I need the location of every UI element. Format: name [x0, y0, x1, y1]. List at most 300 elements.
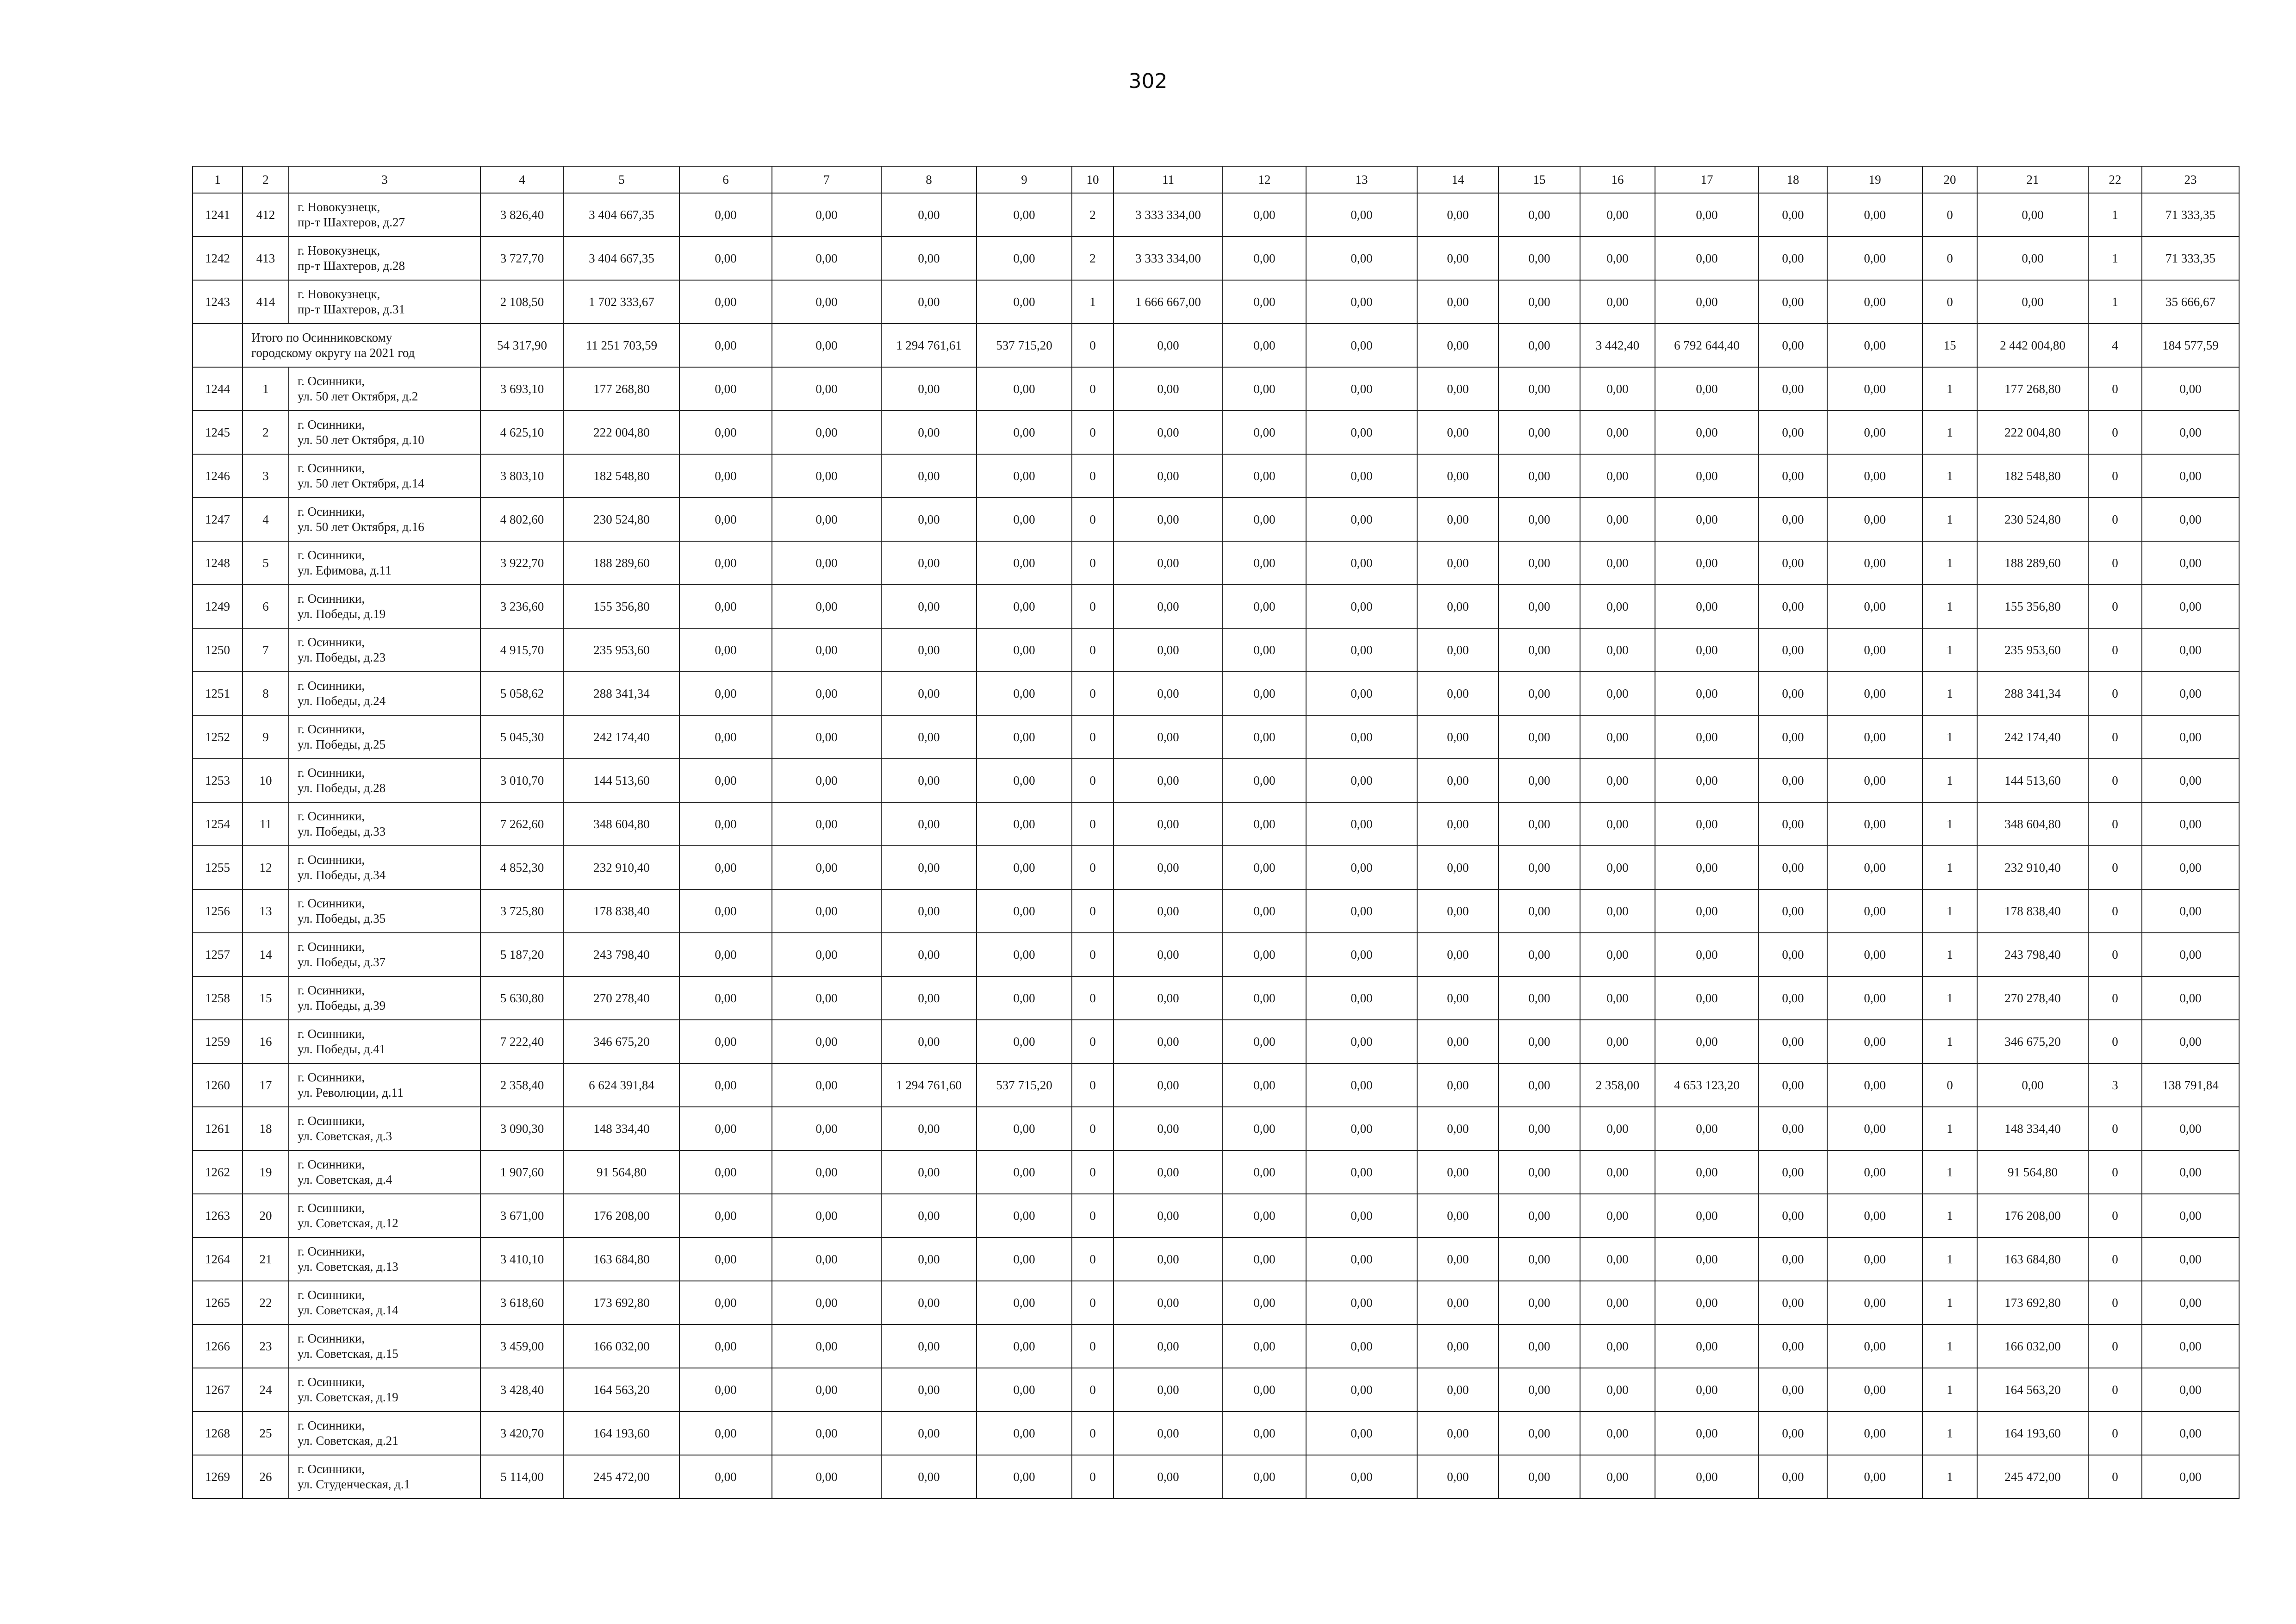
- cell-col-13: 0,00: [1306, 324, 1417, 367]
- cell-col-6: 0,00: [679, 1412, 772, 1455]
- cell-col-16: 0,00: [1580, 1324, 1655, 1368]
- cell-col-14: 0,00: [1417, 672, 1499, 715]
- cell-col-5: 173 692,80: [564, 1281, 679, 1324]
- cell-col-18: 0,00: [1759, 1107, 1827, 1150]
- cell-col-23: 0,00: [2142, 1368, 2239, 1412]
- cell-col-16: 0,00: [1580, 1194, 1655, 1237]
- cell-col-9: 0,00: [977, 672, 1072, 715]
- cell-col-9: 0,00: [977, 1324, 1072, 1368]
- cell-col-22: 0: [2088, 541, 2142, 585]
- cell-col-22: 4: [2088, 324, 2142, 367]
- cell-col-18: 0,00: [1759, 1020, 1827, 1063]
- column-header-17: 17: [1655, 166, 1759, 193]
- cell-col-15: 0,00: [1499, 585, 1580, 628]
- page-number: 302: [1128, 69, 1168, 93]
- cell-col-13: 0,00: [1306, 367, 1417, 411]
- cell-col-4: 3 010,70: [480, 759, 564, 802]
- cell-col-14: 0,00: [1417, 367, 1499, 411]
- cell-col-2: 16: [243, 1020, 289, 1063]
- cell-col-6: 0,00: [679, 367, 772, 411]
- cell-col-17: 0,00: [1655, 1237, 1759, 1281]
- cell-col-18: 0,00: [1759, 846, 1827, 889]
- cell-col-20: 1: [1923, 454, 1977, 498]
- cell-col-20: 1: [1923, 411, 1977, 454]
- cell-col-20: 1: [1923, 498, 1977, 541]
- cell-col-13: 0,00: [1306, 1237, 1417, 1281]
- cell-col-11: 0,00: [1114, 1324, 1223, 1368]
- cell-col-11: 0,00: [1114, 715, 1223, 759]
- table-row: [193, 1237, 2239, 1281]
- cell-col-5: 235 953,60: [564, 628, 679, 672]
- address-cell: [289, 628, 480, 672]
- cell-col-1: 1255: [193, 846, 243, 889]
- cell-col-7: 0,00: [772, 976, 881, 1020]
- cell-col-19: 0,00: [1827, 1063, 1923, 1107]
- address-street: ул. Победы, д.25: [298, 737, 386, 751]
- cell-col-9: 0,00: [977, 1455, 1072, 1499]
- cell-col-4: 4 852,30: [480, 846, 564, 889]
- address-city: г. Осинники,: [298, 592, 365, 606]
- cell-col-7: 0,00: [772, 672, 881, 715]
- cell-col-21: 235 953,60: [1977, 628, 2088, 672]
- table-row: [193, 715, 2239, 759]
- cell-col-20: 0: [1923, 237, 1977, 280]
- cell-col-6: 0,00: [679, 976, 772, 1020]
- cell-col-19: 0,00: [1827, 672, 1923, 715]
- table-row: [193, 193, 2239, 237]
- cell-col-2: 12: [243, 846, 289, 889]
- cell-col-22: 3: [2088, 1063, 2142, 1107]
- cell-col-6: 0,00: [679, 1281, 772, 1324]
- cell-col-18: 0,00: [1759, 1368, 1827, 1412]
- cell-col-7: 0,00: [772, 498, 881, 541]
- address-cell: [289, 1194, 480, 1237]
- cell-col-1: 1266: [193, 1324, 243, 1368]
- cell-col-2: 24: [243, 1368, 289, 1412]
- cell-col-6: 0,00: [679, 585, 772, 628]
- cell-col-11: 0,00: [1114, 976, 1223, 1020]
- cell-col-9: 0,00: [977, 715, 1072, 759]
- cell-col-20: 0: [1923, 1063, 1977, 1107]
- cell-col-21: 2 442 004,80: [1977, 324, 2088, 367]
- cell-col-4: 7 222,40: [480, 1020, 564, 1063]
- cell-col-21: 230 524,80: [1977, 498, 2088, 541]
- column-header-7: 7: [772, 166, 881, 193]
- cell-col-2: 23: [243, 1324, 289, 1368]
- cell-col-20: 1: [1923, 1107, 1977, 1150]
- cell-col-11: 0,00: [1114, 846, 1223, 889]
- cell-col-15: 0,00: [1499, 1368, 1580, 1412]
- cell-col-8: 0,00: [881, 454, 977, 498]
- cell-col-17: 0,00: [1655, 498, 1759, 541]
- cell-col-5: 148 334,40: [564, 1107, 679, 1150]
- address-city: г. Осинники,: [298, 983, 365, 997]
- cell-col-9: 0,00: [977, 846, 1072, 889]
- table-row: [193, 1063, 2239, 1107]
- cell-col-2: 18: [243, 1107, 289, 1150]
- cell-col-12: 0,00: [1223, 324, 1306, 367]
- cell-col-1: 1267: [193, 1368, 243, 1412]
- cell-col-6: 0,00: [679, 1194, 772, 1237]
- cell-col-19: 0,00: [1827, 367, 1923, 411]
- cell-col-11: 0,00: [1114, 1020, 1223, 1063]
- column-header-16: 16: [1580, 166, 1655, 193]
- cell-col-22: 0: [2088, 454, 2142, 498]
- cell-col-11: 0,00: [1114, 802, 1223, 846]
- cell-col-20: 1: [1923, 1412, 1977, 1455]
- cell-col-23: 0,00: [2142, 672, 2239, 715]
- cell-col-16: 0,00: [1580, 454, 1655, 498]
- cell-col-15: 0,00: [1499, 193, 1580, 237]
- cell-col-15: 0,00: [1499, 889, 1580, 933]
- address-street: ул. Советская, д.3: [298, 1129, 392, 1143]
- cell-col-2: 414: [243, 280, 289, 324]
- address-street: ул. Советская, д.13: [298, 1260, 398, 1274]
- cell-col-5: 91 564,80: [564, 1150, 679, 1194]
- cell-col-16: 0,00: [1580, 1412, 1655, 1455]
- cell-col-19: 0,00: [1827, 1020, 1923, 1063]
- cell-col-9: 537 715,20: [977, 1063, 1072, 1107]
- cell-col-18: 0,00: [1759, 672, 1827, 715]
- cell-col-14: 0,00: [1417, 1324, 1499, 1368]
- cell-col-21: 166 032,00: [1977, 1324, 2088, 1368]
- cell-col-17: 0,00: [1655, 846, 1759, 889]
- cell-col-12: 0,00: [1223, 1281, 1306, 1324]
- cell-col-19: 0,00: [1827, 715, 1923, 759]
- address-city: г. Осинники,: [298, 548, 365, 562]
- cell-col-15: 0,00: [1499, 1194, 1580, 1237]
- cell-col-19: 0,00: [1827, 237, 1923, 280]
- cell-col-11: 0,00: [1114, 759, 1223, 802]
- cell-col-6: 0,00: [679, 1455, 772, 1499]
- cell-col-23: 0,00: [2142, 1455, 2239, 1499]
- cell-col-20: 1: [1923, 367, 1977, 411]
- cell-col-7: 0,00: [772, 1150, 881, 1194]
- cell-col-2: 26: [243, 1455, 289, 1499]
- cell-col-14: 0,00: [1417, 454, 1499, 498]
- cell-col-6: 0,00: [679, 454, 772, 498]
- cell-col-19: 0,00: [1827, 411, 1923, 454]
- cell-col-18: 0,00: [1759, 324, 1827, 367]
- register-table: [192, 166, 2240, 1499]
- cell-col-8: 0,00: [881, 933, 977, 976]
- cell-col-19: 0,00: [1827, 1150, 1923, 1194]
- cell-col-8: 0,00: [881, 1237, 977, 1281]
- cell-col-14: 0,00: [1417, 889, 1499, 933]
- cell-col-15: 0,00: [1499, 846, 1580, 889]
- cell-col-17: 0,00: [1655, 933, 1759, 976]
- cell-col-18: 0,00: [1759, 1150, 1827, 1194]
- address-cell: [289, 846, 480, 889]
- cell-col-22: 0: [2088, 1194, 2142, 1237]
- cell-col-14: 0,00: [1417, 193, 1499, 237]
- cell-col-23: 0,00: [2142, 1150, 2239, 1194]
- table-body: [193, 193, 2239, 1499]
- cell-col-22: 0: [2088, 759, 2142, 802]
- cell-col-7: 0,00: [772, 759, 881, 802]
- cell-col-23: 0,00: [2142, 759, 2239, 802]
- cell-col-7: 0,00: [772, 846, 881, 889]
- cell-col-11: 0,00: [1114, 1063, 1223, 1107]
- cell-col-13: 0,00: [1306, 585, 1417, 628]
- cell-col-6: 0,00: [679, 759, 772, 802]
- address-cell: [289, 889, 480, 933]
- cell-col-9: 0,00: [977, 1107, 1072, 1150]
- cell-col-11: 0,00: [1114, 1237, 1223, 1281]
- address-city: г. Осинники,: [298, 1201, 365, 1215]
- cell-col-10: 0: [1072, 933, 1114, 976]
- cell-col-12: 0,00: [1223, 672, 1306, 715]
- address-city: г. Осинники,: [298, 1157, 365, 1171]
- header-row: [193, 166, 2239, 193]
- cell-col-18: 0,00: [1759, 1455, 1827, 1499]
- cell-col-1: 1269: [193, 1455, 243, 1499]
- address-city: г. Осинники,: [298, 374, 365, 388]
- cell-col-13: 0,00: [1306, 759, 1417, 802]
- cell-col-23: 0,00: [2142, 1194, 2239, 1237]
- cell-col-20: 1: [1923, 889, 1977, 933]
- cell-col-16: 0,00: [1580, 802, 1655, 846]
- cell-col-13: 0,00: [1306, 1063, 1417, 1107]
- cell-col-14: 0,00: [1417, 802, 1499, 846]
- cell-col-16: 0,00: [1580, 628, 1655, 672]
- cell-col-1: 1249: [193, 585, 243, 628]
- cell-col-23: 0,00: [2142, 802, 2239, 846]
- cell-col-13: 0,00: [1306, 1412, 1417, 1455]
- cell-col-21: 245 472,00: [1977, 1455, 2088, 1499]
- cell-col-16: 0,00: [1580, 1455, 1655, 1499]
- cell-col-23: 0,00: [2142, 1020, 2239, 1063]
- cell-col-5: 177 268,80: [564, 367, 679, 411]
- cell-col-2: 10: [243, 759, 289, 802]
- cell-col-10: 0: [1072, 846, 1114, 889]
- cell-col-14: 0,00: [1417, 846, 1499, 889]
- address-street: пр-т Шахтеров, д.27: [298, 215, 405, 229]
- cell-col-21: 163 684,80: [1977, 1237, 2088, 1281]
- table-row: [193, 802, 2239, 846]
- cell-col-17: 0,00: [1655, 541, 1759, 585]
- cell-col-9: 0,00: [977, 1281, 1072, 1324]
- cell-col-1: 1260: [193, 1063, 243, 1107]
- cell-col-20: 1: [1923, 802, 1977, 846]
- table-row: [193, 1455, 2239, 1499]
- cell-col-15: 0,00: [1499, 454, 1580, 498]
- cell-col-4: 3 693,10: [480, 367, 564, 411]
- cell-col-18: 0,00: [1759, 498, 1827, 541]
- cell-col-23: 0,00: [2142, 1412, 2239, 1455]
- address-city: г. Осинники,: [298, 1027, 365, 1041]
- address-street: ул. Победы, д.24: [298, 694, 386, 708]
- address-cell: [289, 1412, 480, 1455]
- cell-col-22: 0: [2088, 1412, 2142, 1455]
- cell-col-10: 0: [1072, 454, 1114, 498]
- cell-col-10: 0: [1072, 324, 1114, 367]
- cell-col-8: 0,00: [881, 237, 977, 280]
- cell-col-5: 348 604,80: [564, 802, 679, 846]
- cell-col-9: 0,00: [977, 280, 1072, 324]
- cell-col-19: 0,00: [1827, 802, 1923, 846]
- cell-col-10: 0: [1072, 541, 1114, 585]
- table-row: [193, 280, 2239, 324]
- cell-col-12: 0,00: [1223, 933, 1306, 976]
- cell-col-4: 3 725,80: [480, 889, 564, 933]
- cell-col-16: 0,00: [1580, 1150, 1655, 1194]
- cell-col-15: 0,00: [1499, 1107, 1580, 1150]
- cell-col-13: 0,00: [1306, 976, 1417, 1020]
- cell-col-17: 0,00: [1655, 280, 1759, 324]
- cell-col-19: 0,00: [1827, 498, 1923, 541]
- cell-col-14: 0,00: [1417, 976, 1499, 1020]
- total-label: [243, 324, 480, 367]
- table-row: [193, 585, 2239, 628]
- cell-col-19: 0,00: [1827, 280, 1923, 324]
- cell-col-15: 0,00: [1499, 802, 1580, 846]
- cell-col-11: 0,00: [1114, 1368, 1223, 1412]
- cell-col-10: 0: [1072, 802, 1114, 846]
- cell-col-14: 0,00: [1417, 628, 1499, 672]
- cell-col-17: 6 792 644,40: [1655, 324, 1759, 367]
- column-header-3: 3: [289, 166, 480, 193]
- cell-col-6: 0,00: [679, 846, 772, 889]
- cell-col-10: 0: [1072, 1063, 1114, 1107]
- cell-col-21: 182 548,80: [1977, 454, 2088, 498]
- address-street: ул. Революции, д.11: [298, 1086, 404, 1099]
- address-street: пр-т Шахтеров, д.31: [298, 302, 405, 316]
- cell-col-16: 0,00: [1580, 280, 1655, 324]
- cell-col-13: 0,00: [1306, 1194, 1417, 1237]
- cell-col-18: 0,00: [1759, 976, 1827, 1020]
- cell-col-20: 0: [1923, 193, 1977, 237]
- cell-col-6: 0,00: [679, 498, 772, 541]
- cell-col-13: 0,00: [1306, 280, 1417, 324]
- column-header-14: 14: [1417, 166, 1499, 193]
- cell-col-5: 242 174,40: [564, 715, 679, 759]
- address-street: ул. Студенческая, д.1: [298, 1477, 411, 1491]
- cell-col-9: 0,00: [977, 1237, 1072, 1281]
- cell-col-21: 288 341,34: [1977, 672, 2088, 715]
- table-row: [193, 1324, 2239, 1368]
- column-header-11: 11: [1114, 166, 1223, 193]
- cell-col-16: 0,00: [1580, 367, 1655, 411]
- cell-col-9: 0,00: [977, 585, 1072, 628]
- cell-col-17: 0,00: [1655, 1324, 1759, 1368]
- cell-col-9: 0,00: [977, 541, 1072, 585]
- cell-col-12: 0,00: [1223, 585, 1306, 628]
- cell-col-1: 1245: [193, 411, 243, 454]
- cell-col-14: 0,00: [1417, 280, 1499, 324]
- cell-col-5: 1 702 333,67: [564, 280, 679, 324]
- cell-col-8: 0,00: [881, 715, 977, 759]
- address-street: ул. Советская, д.12: [298, 1216, 398, 1230]
- total-label-line-1: Итого по Осинниковскому: [251, 331, 392, 344]
- cell-col-9: 0,00: [977, 802, 1072, 846]
- cell-col-4: 3 236,60: [480, 585, 564, 628]
- cell-col-22: 0: [2088, 628, 2142, 672]
- address-cell: [289, 1281, 480, 1324]
- cell-col-6: 0,00: [679, 280, 772, 324]
- cell-col-9: 0,00: [977, 1412, 1072, 1455]
- cell-col-15: 0,00: [1499, 672, 1580, 715]
- cell-col-19: 0,00: [1827, 1368, 1923, 1412]
- cell-col-21: 243 798,40: [1977, 933, 2088, 976]
- address-cell: [289, 411, 480, 454]
- cell-col-21: 144 513,60: [1977, 759, 2088, 802]
- cell-col-23: 0,00: [2142, 585, 2239, 628]
- cell-col-17: 0,00: [1655, 193, 1759, 237]
- cell-col-8: 0,00: [881, 1150, 977, 1194]
- cell-col-22: 0: [2088, 1368, 2142, 1412]
- cell-col-4: 3 671,00: [480, 1194, 564, 1237]
- cell-col-7: 0,00: [772, 280, 881, 324]
- cell-col-10: 0: [1072, 498, 1114, 541]
- cell-col-7: 0,00: [772, 1455, 881, 1499]
- cell-col-11: 0,00: [1114, 411, 1223, 454]
- cell-col-15: 0,00: [1499, 1063, 1580, 1107]
- cell-col-14: 0,00: [1417, 1281, 1499, 1324]
- cell-col-1: 1244: [193, 367, 243, 411]
- cell-col-6: 0,00: [679, 1020, 772, 1063]
- cell-col-6: 0,00: [679, 324, 772, 367]
- cell-col-21: 232 910,40: [1977, 846, 2088, 889]
- cell-col-1: 1248: [193, 541, 243, 585]
- cell-col-4: 3 618,60: [480, 1281, 564, 1324]
- address-cell: [289, 1020, 480, 1063]
- cell-col-20: 1: [1923, 1150, 1977, 1194]
- address-street: ул. Победы, д.35: [298, 912, 386, 925]
- cell-col-19: 0,00: [1827, 976, 1923, 1020]
- cell-col-5: 188 289,60: [564, 541, 679, 585]
- cell-col-13: 0,00: [1306, 193, 1417, 237]
- cell-col-16: 0,00: [1580, 976, 1655, 1020]
- column-header-15: 15: [1499, 166, 1580, 193]
- cell-col-7: 0,00: [772, 193, 881, 237]
- cell-col-7: 0,00: [772, 541, 881, 585]
- cell-col-20: 1: [1923, 1368, 1977, 1412]
- cell-col-13: 0,00: [1306, 933, 1417, 976]
- column-header-1: 1: [193, 166, 243, 193]
- cell-col-11: 3 333 334,00: [1114, 193, 1223, 237]
- cell-col-19: 0,00: [1827, 628, 1923, 672]
- cell-col-19: 0,00: [1827, 889, 1923, 933]
- cell-col-22: 0: [2088, 1455, 2142, 1499]
- cell-col-15: 0,00: [1499, 933, 1580, 976]
- cell-col-14: 0,00: [1417, 498, 1499, 541]
- cell-col-2: 20: [243, 1194, 289, 1237]
- cell-col-11: 0,00: [1114, 1281, 1223, 1324]
- address-city: г. Осинники,: [298, 809, 365, 823]
- cell-col-5: 164 193,60: [564, 1412, 679, 1455]
- cell-col-17: 0,00: [1655, 367, 1759, 411]
- cell-col-10: 0: [1072, 889, 1114, 933]
- address-cell: [289, 280, 480, 324]
- cell-col-10: 0: [1072, 1324, 1114, 1368]
- cell-col-11: 1 666 667,00: [1114, 280, 1223, 324]
- address-city: г. Осинники,: [298, 505, 365, 518]
- cell-col-15: 0,00: [1499, 759, 1580, 802]
- cell-col-10: 0: [1072, 715, 1114, 759]
- cell-col-5: 164 563,20: [564, 1368, 679, 1412]
- address-city: г. Осинники,: [298, 1244, 365, 1258]
- cell-col-9: 0,00: [977, 889, 1072, 933]
- cell-col-8: 0,00: [881, 1107, 977, 1150]
- cell-col-19: 0,00: [1827, 759, 1923, 802]
- cell-col-1: 1256: [193, 889, 243, 933]
- cell-col-19: 0,00: [1827, 1237, 1923, 1281]
- cell-col-20: 1: [1923, 672, 1977, 715]
- cell-col-12: 0,00: [1223, 411, 1306, 454]
- cell-col-1: 1261: [193, 1107, 243, 1150]
- address-street: ул. 50 лет Октября, д.14: [298, 476, 424, 490]
